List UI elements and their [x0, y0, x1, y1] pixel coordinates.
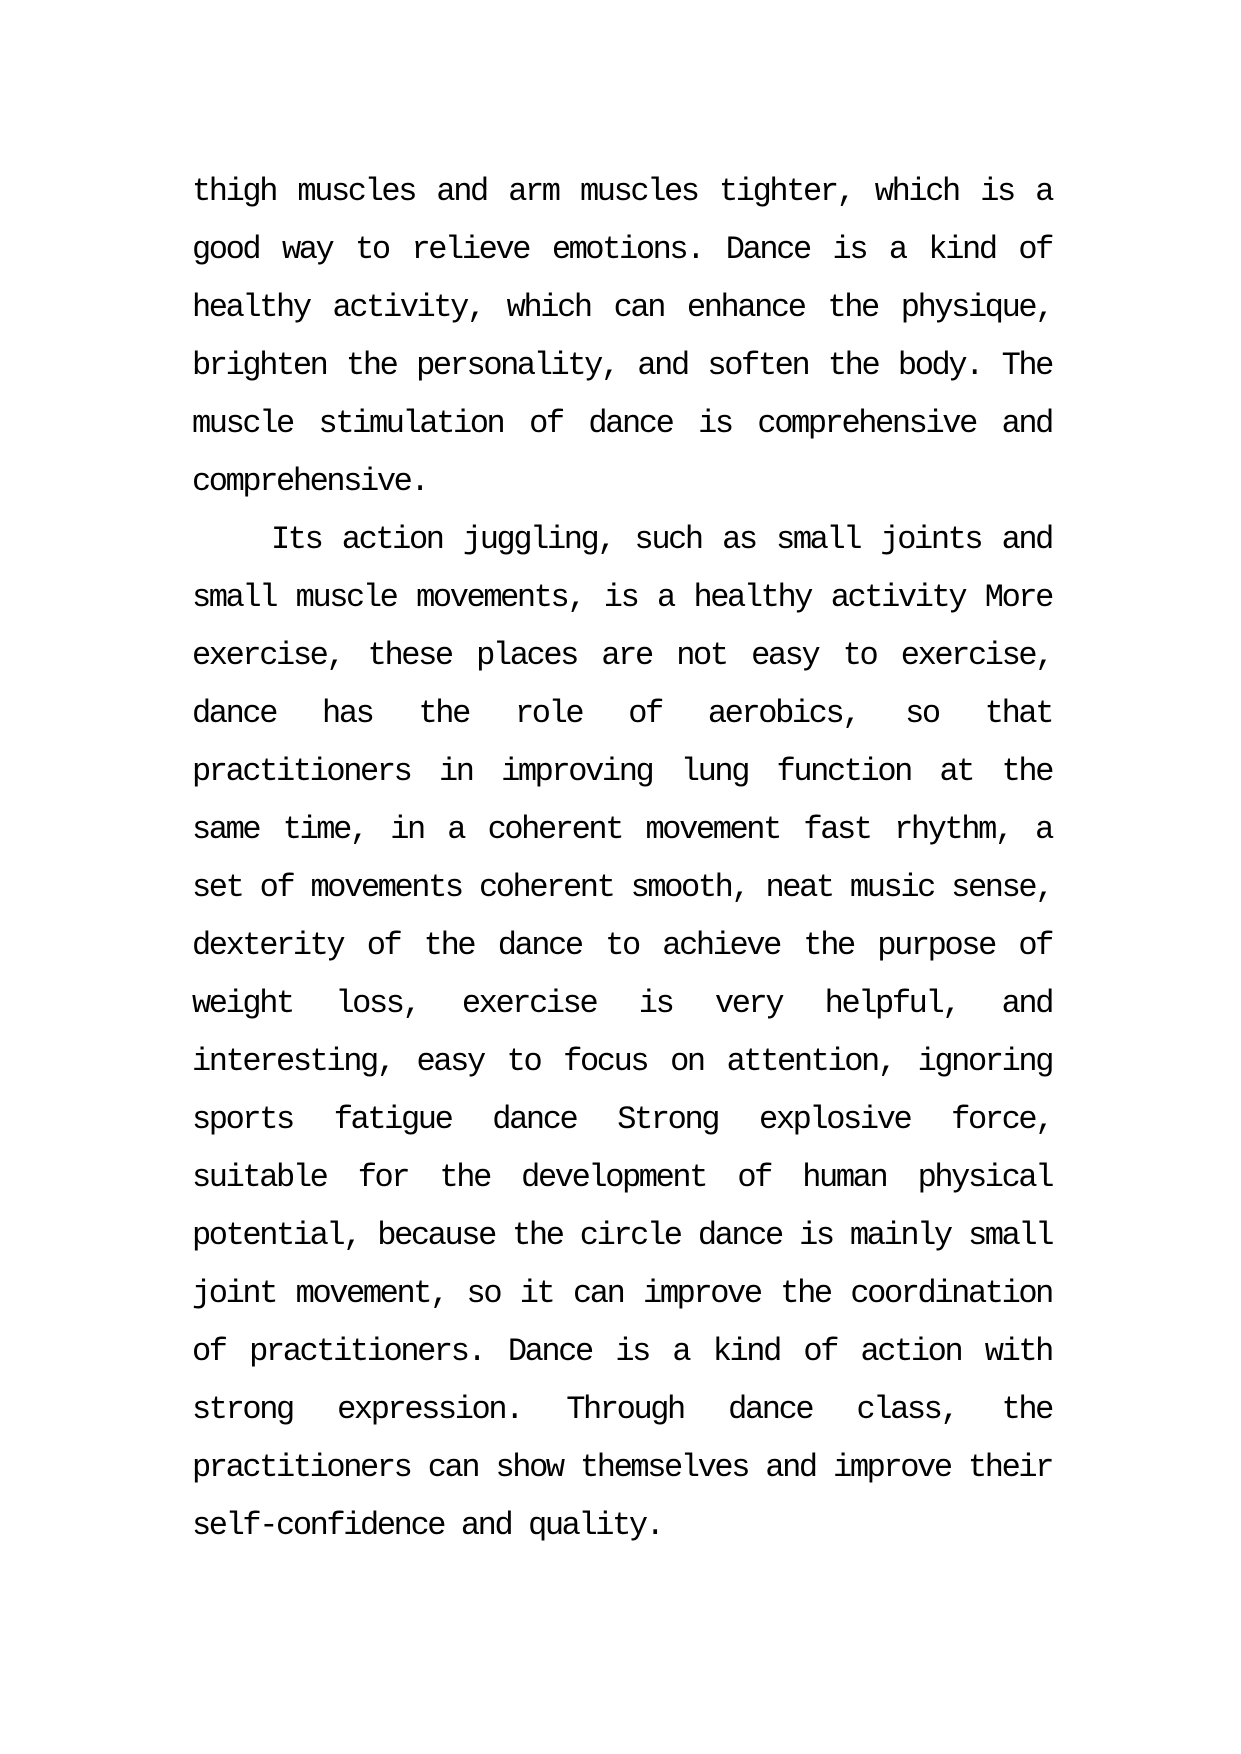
paragraph-continuation: thigh muscles and arm muscles tighter, which is a good way to relieve emotions. Dance is a kind of healthy activity, which can enhance the physique, brighten the personality, and soften the body. The muscle stimulation of dance is comprehensive and comprehensive.	[192, 173, 1052, 500]
paragraph-its-action: Its action juggling, such as small joints and small muscle movements, is a healthy activity More exercise, these places are not easy to exercise, dance has the role of aerobics, so that practitioners in improving lung function at the same time, in a coherent movement fast rhythm, a set of movements coherent smooth, neat music sense, dexterity of the dance to achieve the purpose of weight loss, exercise is very helpful, and interesting, easy to focus on attention, ignoring sports fatigue dance Strong explosive force, suitable for the development of human physical potential, because the circle dance is mainly small joint movement, so it can improve the coordination of practitioners. Dance is a kind of action with strong expression. Through dance class, the practitioners can show themselves and improve their self-confidence and quality.	[192, 521, 1052, 1544]
